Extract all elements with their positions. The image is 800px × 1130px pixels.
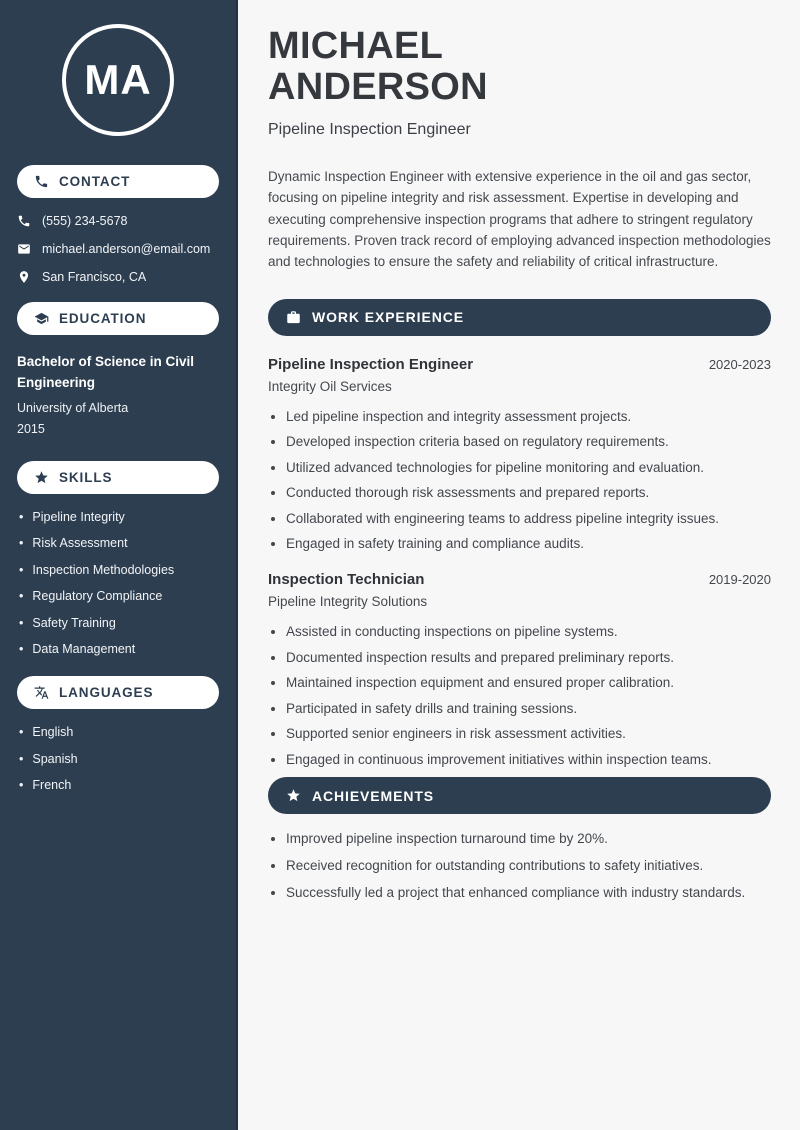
- job-header: [268, 356, 771, 373]
- job-bullet: • Participated in safety drills and training sessions.: [286, 701, 771, 716]
- job-bullet: • Engaged in safety training and compliance audits.: [286, 536, 771, 551]
- job-bullet: • Collaborated with engineering teams to address pipeline integrity issues.: [286, 511, 771, 526]
- star-icon: [34, 470, 49, 485]
- achievement-bullet: • Successfully led a project that enhanced compliance with industry standards.: [286, 885, 771, 900]
- job-dates: 2020-2023: [708, 356, 771, 372]
- job-bullet: • Assisted in conducting inspections on pipeline systems.: [286, 624, 771, 639]
- achievements-section-header: [268, 777, 771, 814]
- location-icon: [17, 270, 31, 284]
- job-header: [268, 571, 771, 588]
- main-content: [238, 0, 800, 1130]
- mail-icon: [17, 242, 31, 256]
- work-experience-section-header: [268, 299, 771, 336]
- professional-summary: Dynamic Inspection Engineer with extensive experience in the oil and gas sector, focusing on pipeline integrity and risk assessment. Expertise in developing and executing comprehensive inspection programs that adhere to stringent regulatory requirements. Proven track record of employing advanced inspection methodologies and technologies to ensure the safety and reliability of critical infrastructure.: [268, 169, 771, 270]
- graduation-year: 2015: [17, 421, 45, 436]
- skills-header-label: SKILLS: [59, 469, 113, 485]
- skill-item: • Inspection Methodologies: [19, 563, 219, 577]
- education-entry: [0, 335, 236, 436]
- candidate-headline: Pipeline Inspection Engineer: [268, 121, 471, 139]
- star-icon: [286, 788, 301, 803]
- location-text: San Francisco, CA: [42, 270, 147, 284]
- language-item: • English: [19, 725, 219, 739]
- skill-item: • Regulatory Compliance: [19, 589, 219, 603]
- skill-item: • Data Management: [19, 642, 219, 656]
- candidate-name: [268, 26, 771, 108]
- briefcase-icon: [286, 310, 301, 325]
- job-bullet: • Documented inspection results and prepared preliminary reports.: [286, 650, 771, 665]
- achievements-list: [268, 831, 771, 900]
- job-company: Integrity Oil Services: [268, 378, 392, 394]
- job-bullet-list: [268, 624, 771, 767]
- languages-list: [0, 709, 236, 792]
- contact-header-label: CONTACT: [59, 174, 131, 189]
- education-header-label: EDUCATION: [59, 311, 147, 326]
- education-section-header: [17, 302, 219, 335]
- job-bullet: • Utilized advanced technologies for pipeline monitoring and evaluation.: [286, 460, 771, 475]
- contact-row-location: [17, 270, 219, 284]
- skill-item: • Risk Assessment: [19, 536, 219, 550]
- name-line1: MICHAEL: [268, 25, 444, 67]
- skill-item: • Pipeline Integrity: [19, 510, 219, 524]
- job-bullet: • Engaged in continuous improvement initiatives within inspection teams.: [286, 752, 771, 767]
- name-line2: ANDERSON: [268, 66, 488, 109]
- translate-icon: [34, 685, 49, 700]
- language-item: • French: [19, 778, 219, 792]
- job-bullet: • Conducted thorough risk assessments and prepared reports.: [286, 485, 771, 500]
- skills-section-header: [17, 461, 219, 494]
- job-bullet: • Developed inspection criteria based on regulatory requirements.: [286, 434, 771, 449]
- language-item: • Spanish: [19, 752, 219, 766]
- contact-section-header: [17, 165, 219, 198]
- contact-list: [0, 198, 236, 284]
- contact-row-email: [17, 242, 219, 256]
- job-title: Inspection Technician: [268, 571, 425, 589]
- graduation-cap-icon: [34, 311, 49, 326]
- job-bullet: • Supported senior engineers in risk assessment activities.: [286, 726, 771, 741]
- job-title: Pipeline Inspection Engineer: [268, 355, 474, 373]
- skill-item: • Safety Training: [19, 616, 219, 630]
- email-address: michael.anderson@email.com: [42, 242, 211, 256]
- job-company: Pipeline Integrity Solutions: [268, 594, 428, 610]
- avatar-initials: MA: [84, 56, 152, 103]
- degree-name: Bachelor of Science in Civil Engineering: [17, 354, 195, 390]
- job-bullet: • Maintained inspection equipment and ensured proper calibration.: [286, 675, 771, 690]
- achievement-bullet: • Improved pipeline inspection turnaround time by 20%.: [286, 831, 771, 846]
- achievements-header-label: ACHIEVEMENTS: [312, 787, 435, 804]
- contact-row-phone: [17, 214, 219, 228]
- job-bullet-list: [268, 409, 771, 552]
- phone-number: (555) 234-5678: [42, 214, 128, 228]
- avatar: [62, 24, 174, 136]
- work-experience-header-label: WORK EXPERIENCE: [312, 309, 464, 326]
- job-dates: 2019-2020: [708, 572, 771, 588]
- school-name: University of Alberta: [17, 400, 129, 415]
- skills-list: [0, 494, 236, 657]
- languages-header-label: LANGUAGES: [59, 685, 154, 701]
- sidebar: [0, 0, 238, 1130]
- job-bullet: • Led pipeline inspection and integrity assessment projects.: [286, 409, 771, 424]
- job-entry: [268, 356, 771, 552]
- phone-icon: [34, 174, 49, 189]
- job-entry: [268, 571, 771, 767]
- phone-icon: [17, 214, 31, 228]
- languages-section-header: [17, 676, 219, 709]
- achievement-bullet: • Received recognition for outstanding contributions to safety initiatives.: [286, 858, 771, 873]
